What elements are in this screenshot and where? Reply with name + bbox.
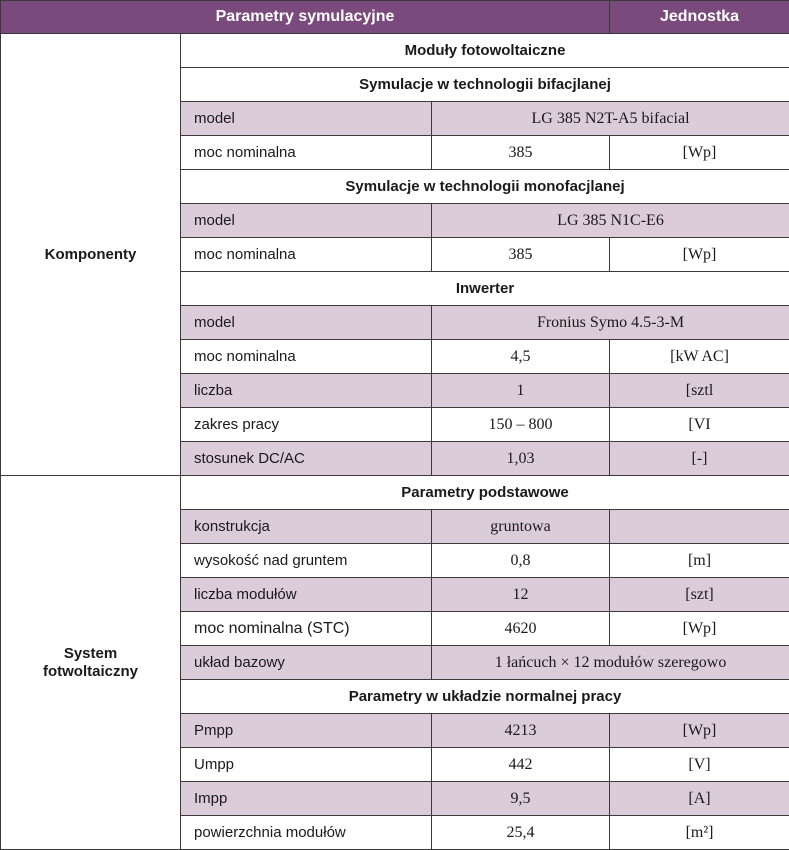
row-value: 4620 <box>432 612 610 646</box>
section-inverter: Inwerter <box>181 272 789 306</box>
row-unit: [VI <box>610 408 789 442</box>
row-name: układ bazowy <box>181 646 432 680</box>
row-unit: [m²] <box>610 816 789 850</box>
row-name: stosunek DC/AC <box>181 442 432 476</box>
row-value: 385 <box>432 238 610 272</box>
section-monofacial: Symulacje w technologii monofacjlanej <box>181 170 789 204</box>
group-system <box>1 476 181 850</box>
row-name: konstrukcja <box>181 510 432 544</box>
header-unit: Jednostka <box>610 1 789 34</box>
table-header-row <box>1 1 789 34</box>
row-name: moc nominalna <box>181 136 432 170</box>
row-name: liczba <box>181 374 432 408</box>
row-unit: [szt] <box>610 578 789 612</box>
row-value: 1 łańcuch × 12 modułów szeregowo <box>432 646 789 680</box>
section-basic: Parametry podstawowe <box>181 476 789 510</box>
section-normal: Parametry w układzie normalnej pracy <box>181 680 789 714</box>
section-row <box>1 34 789 68</box>
row-name: moc nominalna <box>181 238 432 272</box>
row-name: model <box>181 204 432 238</box>
row-name: Pmpp <box>181 714 432 748</box>
row-value: 4,5 <box>432 340 610 374</box>
row-value: 12 <box>432 578 610 612</box>
row-unit: [Wp] <box>610 238 789 272</box>
row-unit: [Wp] <box>610 136 789 170</box>
row-unit: [sztl <box>610 374 789 408</box>
row-name: moc nominalna <box>181 340 432 374</box>
row-unit <box>610 510 789 544</box>
row-value: 385 <box>432 136 610 170</box>
header-parameters: Parametry symulacyjne <box>1 1 610 34</box>
row-unit: [kW AC] <box>610 340 789 374</box>
row-value: 1 <box>432 374 610 408</box>
section-row <box>1 476 789 510</box>
section-modules: Moduły fotowoltaiczne <box>181 34 789 68</box>
row-name: moc nominalna (STC) <box>181 612 432 646</box>
row-name: zakres pracy <box>181 408 432 442</box>
row-value: gruntowa <box>432 510 610 544</box>
row-value: Fronius Symo 4.5-3-M <box>432 306 789 340</box>
row-value: 150 – 800 <box>432 408 610 442</box>
group-components: Komponenty <box>1 34 181 476</box>
row-value: LG 385 N1C-E6 <box>432 204 789 238</box>
row-value: 25,4 <box>432 816 610 850</box>
row-unit: [V] <box>610 748 789 782</box>
row-name: Umpp <box>181 748 432 782</box>
row-value: 4213 <box>432 714 610 748</box>
row-name: powierzchnia modułów <box>181 816 432 850</box>
row-unit: [Wp] <box>610 714 789 748</box>
group-system-label: System fotwoltaiczny <box>36 645 146 681</box>
row-value: 9,5 <box>432 782 610 816</box>
row-value: LG 385 N2T-A5 bifacial <box>432 102 789 136</box>
row-unit: [A] <box>610 782 789 816</box>
row-name: Impp <box>181 782 432 816</box>
row-name: wysokość nad gruntem <box>181 544 432 578</box>
section-bifacial: Symulacje w technologii bifacjlanej <box>181 68 789 102</box>
row-name: model <box>181 306 432 340</box>
row-value: 1,03 <box>432 442 610 476</box>
row-value: 0,8 <box>432 544 610 578</box>
row-unit: [-] <box>610 442 789 476</box>
row-value: 442 <box>432 748 610 782</box>
row-unit: [m] <box>610 544 789 578</box>
row-name: model <box>181 102 432 136</box>
row-unit: [Wp] <box>610 612 789 646</box>
row-name: liczba modułów <box>181 578 432 612</box>
